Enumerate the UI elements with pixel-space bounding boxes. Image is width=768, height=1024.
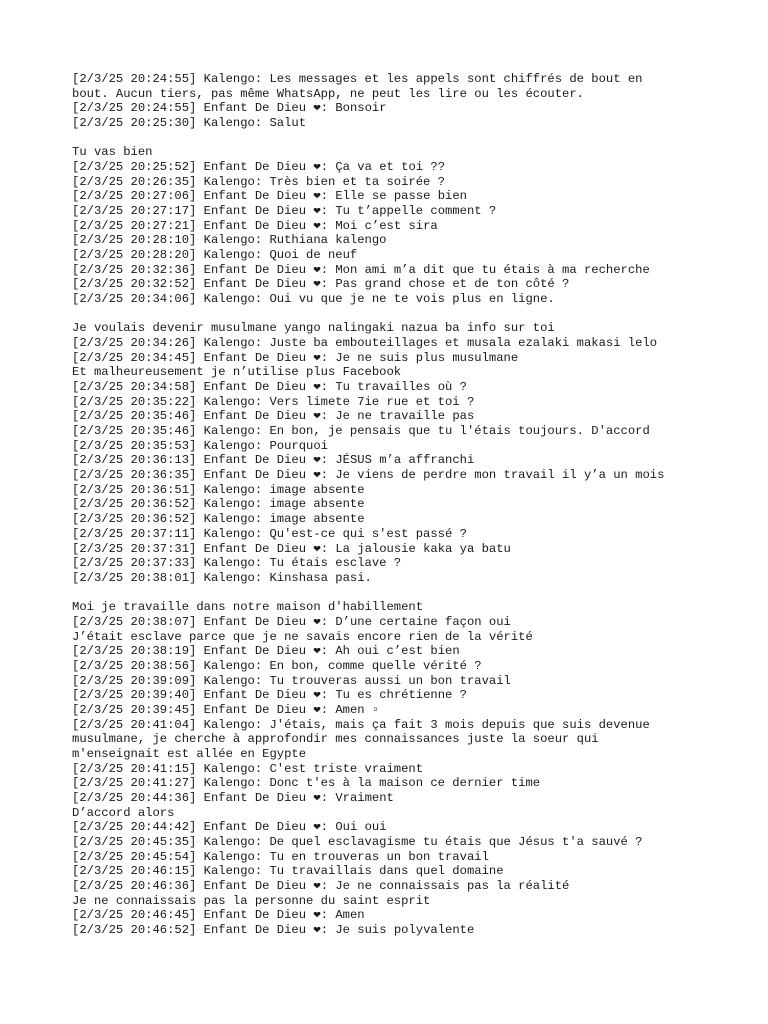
transcript-line: [2/3/25 20:24:55] Enfant De Dieu ❤: Bonsoir <box>72 101 387 116</box>
transcript-line: [2/3/25 20:24:55] Kalengo: Les messages et les appels sont chiffrés de bout en <box>72 72 643 86</box>
transcript-line: [2/3/25 20:39:45] Enfant De Dieu ❤: Amen ▫ <box>72 702 380 717</box>
transcript-line: [2/3/25 20:38:19] Enfant De Dieu ❤: Ah oui c’est bien <box>72 644 460 659</box>
transcript-line: [2/3/25 20:37:11] Kalengo: Qu'est-ce qui s'est passé ? <box>72 526 467 541</box>
transcript-line: [2/3/25 20:34:06] Kalengo: Oui vu que je ne te vois plus en ligne. <box>72 292 555 307</box>
transcript-line: [2/3/25 20:32:52] Enfant De Dieu ❤: Pas grand chose et de ton côté ? <box>72 277 570 292</box>
transcript-line: [2/3/25 20:41:15] Kalengo: C'est triste vraiment <box>72 761 424 776</box>
chat-transcript <box>72 72 762 938</box>
transcript-line: [2/3/25 20:25:52] Enfant De Dieu ❤: Ça va et toi ?? <box>72 160 446 175</box>
transcript-line: [2/3/25 20:26:35] Kalengo: Très bien et ta soirée ? <box>72 174 445 189</box>
transcript-line: [2/3/25 20:38:56] Kalengo: En bon, comme quelle vérité ? <box>72 658 482 673</box>
transcript-line: Et malheureusement je n’utilise plus Facebook <box>72 365 402 380</box>
transcript-line: [2/3/25 20:46:52] Enfant De Dieu ❤: Je suis polyvalente <box>72 922 475 937</box>
transcript-line: [2/3/25 20:35:22] Kalengo: Vers limete 7ie rue et toi ? <box>72 394 475 409</box>
transcript-line: [2/3/25 20:36:13] Enfant De Dieu ❤: JÉSUS m’a affranchi <box>72 453 475 468</box>
blank-line <box>72 586 762 601</box>
transcript-line: [2/3/25 20:37:31] Enfant De Dieu ❤: La jalousie kaka ya batu <box>72 541 511 556</box>
transcript-line: [2/3/25 20:46:45] Enfant De Dieu ❤: Amen <box>72 908 365 923</box>
transcript-line: [2/3/25 20:36:52] Kalengo: image absente <box>72 512 365 527</box>
blank-line <box>72 131 762 146</box>
blank-line <box>72 307 762 322</box>
transcript-line: [2/3/25 20:36:51] Kalengo: image absente <box>72 482 365 497</box>
transcript-line: [2/3/25 20:36:35] Enfant De Dieu ❤: Je viens de perdre mon travail il y’a un mois <box>72 468 665 483</box>
transcript-line: [2/3/25 20:37:33] Kalengo: Tu étais esclave ? <box>72 556 402 571</box>
transcript-line: J’était esclave parce que je ne savais encore rien de la vérité <box>72 629 533 644</box>
transcript-line: musulmane, je cherche à approfondir mes connaissances juste la soeur qui <box>72 732 599 747</box>
transcript-line: [2/3/25 20:27:06] Enfant De Dieu ❤: Elle se passe bien <box>72 189 467 204</box>
transcript-line: [2/3/25 20:34:45] Enfant De Dieu ❤: Je ne suis plus musulmane <box>72 350 519 365</box>
transcript-line: [2/3/25 20:39:40] Enfant De Dieu ❤: Tu es chrétienne ? <box>72 688 467 703</box>
transcript-line: [2/3/25 20:27:17] Enfant De Dieu ❤: Tu t’appelle comment ? <box>72 204 497 219</box>
transcript-line: [2/3/25 20:39:09] Kalengo: Tu trouveras aussi un bon travail <box>72 673 511 688</box>
transcript-line: [2/3/25 20:45:35] Kalengo: De quel esclavagisme tu étais que Jésus t'a sauvé ? <box>72 834 643 849</box>
transcript-line: [2/3/25 20:41:27] Kalengo: Donc t'es à la maison ce dernier time <box>72 776 541 791</box>
transcript-line: [2/3/25 20:38:01] Kalengo: Kinshasa pasi. <box>72 570 372 585</box>
transcript-line: D’accord alors <box>72 805 175 820</box>
transcript-line: Tu vas bien <box>72 145 153 160</box>
transcript-line: [2/3/25 20:46:36] Enfant De Dieu ❤: Je ne connaissais pas la réalité <box>72 878 570 893</box>
transcript-line: [2/3/25 20:28:20] Kalengo: Quoi de neuf <box>72 248 358 263</box>
transcript-line: [2/3/25 20:38:07] Enfant De Dieu ❤: D’une certaine façon oui <box>72 614 511 629</box>
transcript-line: Je voulais devenir musulmane yango nalingaki nazua ba info sur toi <box>72 321 555 336</box>
transcript-line: [2/3/25 20:44:36] Enfant De Dieu ❤: Vraiment <box>72 790 394 805</box>
transcript-line: [2/3/25 20:35:46] Kalengo: En bon, je pensais que tu l'étais toujours. D'accord <box>72 424 650 439</box>
transcript-line: [2/3/25 20:41:04] Kalengo: J'étais, mais ça fait 3 mois depuis que suis devenue <box>72 717 650 732</box>
transcript-line: [2/3/25 20:35:53] Kalengo: Pourquoi <box>72 438 328 453</box>
transcript-line: [2/3/25 20:27:21] Enfant De Dieu ❤: Moi c’est sira <box>72 218 438 233</box>
transcript-line: [2/3/25 20:35:46] Enfant De Dieu ❤: Je ne travaille pas <box>72 409 475 424</box>
transcript-line: [2/3/25 20:34:26] Kalengo: Juste ba embouteillages et musala ezalaki makasi lelo <box>72 336 658 351</box>
transcript-line: [2/3/25 20:34:58] Enfant De Dieu ❤: Tu travailles où ? <box>72 380 467 395</box>
transcript-line: Moi je travaille dans notre maison d'habillement <box>72 600 424 615</box>
transcript-line: Je ne connaissais pas la personne du saint esprit <box>72 893 431 908</box>
transcript-line: [2/3/25 20:45:54] Kalengo: Tu en trouveras un bon travail <box>72 849 489 864</box>
transcript-line: bout. Aucun tiers, pas même WhatsApp, ne peut les lire ou les écouter. <box>72 86 584 101</box>
transcript-line: m'enseignait est allée en Egypte <box>72 746 307 761</box>
transcript-line: [2/3/25 20:36:52] Kalengo: image absente <box>72 497 365 512</box>
transcript-line: [2/3/25 20:28:10] Kalengo: Ruthiana kalengo <box>72 233 387 248</box>
transcript-line: [2/3/25 20:25:30] Kalengo: Salut <box>72 116 307 131</box>
transcript-line: [2/3/25 20:44:42] Enfant De Dieu ❤: Oui oui <box>72 820 387 835</box>
transcript-line: [2/3/25 20:46:15] Kalengo: Tu travaillais dans quel domaine <box>72 864 504 879</box>
transcript-line: [2/3/25 20:32:36] Enfant De Dieu ❤: Mon ami m’a dit que tu étais à ma recherche <box>72 262 650 277</box>
